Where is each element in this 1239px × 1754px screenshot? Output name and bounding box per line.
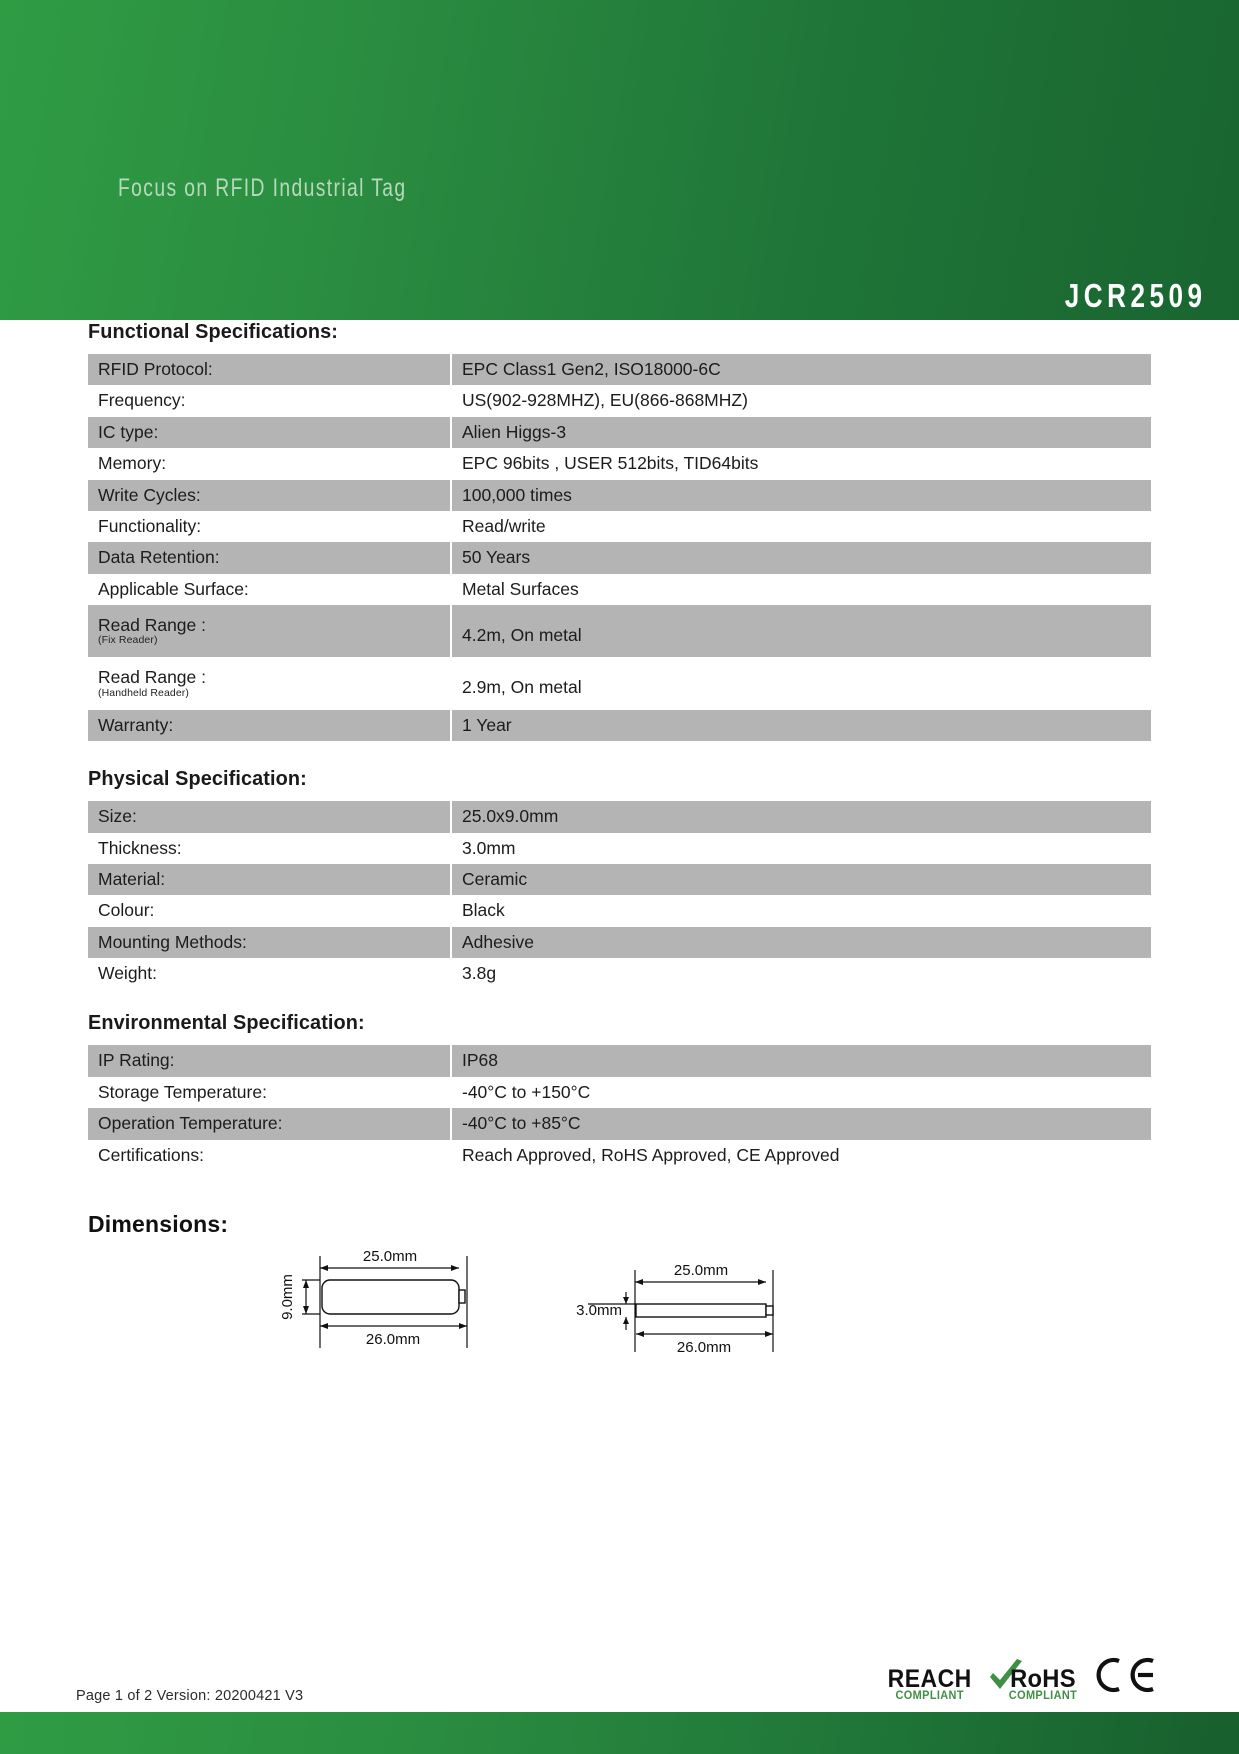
- table-row: [88, 1140, 1151, 1171]
- table-row: [88, 864, 1151, 895]
- table-row: [88, 511, 1151, 542]
- spec-label: [88, 605, 451, 657]
- table-row: [88, 895, 1151, 926]
- table-row: [88, 1077, 1151, 1108]
- spec-value: 25.0x9.0mm: [451, 801, 1151, 832]
- spec-label: Data Retention:: [88, 542, 451, 573]
- spec-label: Certifications:: [88, 1140, 451, 1171]
- table-row: [88, 833, 1151, 864]
- spec-label: Applicable Surface:: [88, 574, 451, 605]
- spec-value: EPC 96bits , USER 512bits, TID64bits: [451, 448, 1151, 479]
- rohs-compliant-logo: [989, 1664, 1079, 1703]
- spec-value: 50 Years: [451, 542, 1151, 573]
- spec-value: Reach Approved, RoHS Approved, CE Approved: [451, 1140, 1151, 1171]
- spec-label-text: Read Range :: [98, 615, 206, 635]
- spec-label: Operation Temperature:: [88, 1108, 451, 1139]
- spec-value: -40°C to +150°C: [451, 1077, 1151, 1108]
- table-row: [88, 448, 1151, 479]
- dim-top-label-2: 25.0mm: [673, 1261, 729, 1279]
- product-model-title: JCR2509: [1065, 278, 1207, 315]
- spec-label: [88, 657, 451, 709]
- functional-specifications-table: [88, 354, 1151, 741]
- spec-label: Warranty:: [88, 710, 451, 741]
- table-row: [88, 1045, 1151, 1076]
- table-row: [88, 417, 1151, 448]
- spec-label: Functionality:: [88, 511, 451, 542]
- spec-label-subnote: (Fix Reader): [98, 634, 158, 647]
- dim-bottom-label-1: 26.0mm: [365, 1330, 421, 1348]
- spec-label: Colour:: [88, 895, 451, 926]
- ce-mark-icon: [1093, 1655, 1159, 1695]
- spec-value: Black: [451, 895, 1151, 926]
- reach-logo-title: REACH: [887, 1664, 972, 1693]
- physical-specifications-table: [88, 801, 1151, 989]
- spec-value: EPC Class1 Gen2, ISO18000-6C: [451, 354, 1151, 385]
- spec-value: 3.8g: [451, 958, 1151, 989]
- spec-label: Material:: [88, 864, 451, 895]
- spec-label: Frequency:: [88, 385, 451, 416]
- spec-label: Thickness:: [88, 833, 451, 864]
- rohs-logo-subtitle: COMPLIANT: [1008, 1689, 1078, 1702]
- spec-value: Adhesive: [451, 927, 1151, 958]
- dimension-drawing-side-view: [570, 1260, 810, 1370]
- spec-value: Read/write: [451, 511, 1151, 542]
- spec-value: 1 Year: [451, 710, 1151, 741]
- spec-value: Metal Surfaces: [451, 574, 1151, 605]
- spec-label-subnote: (Handheld Reader): [98, 686, 190, 699]
- table-row: [88, 354, 1151, 385]
- footer-green-bar: [0, 1712, 1239, 1754]
- spec-value: IP68: [451, 1045, 1151, 1076]
- table-row: [88, 927, 1151, 958]
- table-row: [88, 801, 1151, 832]
- section-title-physical: Physical Specification:: [88, 767, 307, 791]
- spec-label: Storage Temperature:: [88, 1077, 451, 1108]
- table-row: [88, 542, 1151, 573]
- table-row: [88, 1108, 1151, 1139]
- datasheet-content: [0, 320, 1239, 1372]
- table-row: [88, 385, 1151, 416]
- dimensions-title: Dimensions:: [88, 1210, 229, 1237]
- spec-value: 2.9m, On metal: [451, 657, 1151, 709]
- table-row: [88, 710, 1151, 741]
- table-row-read-range-handheld: [88, 657, 1151, 709]
- table-row: [88, 958, 1151, 989]
- spec-label-text: Read Range :: [98, 667, 206, 688]
- spec-value: -40°C to +85°C: [451, 1108, 1151, 1139]
- spec-value: Ceramic: [451, 864, 1151, 895]
- spec-value: 4.2m, On metal: [451, 605, 1151, 657]
- spec-label: IP Rating:: [88, 1045, 451, 1076]
- table-row: [88, 480, 1151, 511]
- header-tagline: Focus on RFID Industrial Tag: [118, 175, 407, 203]
- spec-label: IC type:: [88, 417, 451, 448]
- footer-compliance-logos: [884, 1655, 1159, 1702]
- environmental-specifications-table: [88, 1045, 1151, 1171]
- spec-label: Size:: [88, 801, 451, 832]
- dim-top-label-1: 25.0mm: [362, 1247, 418, 1265]
- section-title-functional: Functional Specifications:: [88, 320, 339, 343]
- spec-label: Memory:: [88, 448, 451, 479]
- table-row: [88, 574, 1151, 605]
- spec-value: US(902-928MHZ), EU(866-868MHZ): [451, 385, 1151, 416]
- dim-bottom-label-2: 26.0mm: [676, 1338, 732, 1356]
- spec-label: Weight:: [88, 958, 451, 989]
- dimensions-drawings: [0, 1242, 1239, 1372]
- reach-logo-subtitle: COMPLIANT: [895, 1689, 964, 1702]
- spec-value: 100,000 times: [451, 480, 1151, 511]
- rohs-logo-title: RoHS: [1010, 1664, 1076, 1693]
- dimension-drawing-top-view: [262, 1242, 492, 1362]
- ce-mark-logo: [1093, 1655, 1159, 1702]
- spec-value: Alien Higgs-3: [451, 417, 1151, 448]
- spec-value: 3.0mm: [451, 833, 1151, 864]
- spec-label: RFID Protocol:: [88, 354, 451, 385]
- spec-label: Mounting Methods:: [88, 927, 451, 958]
- table-row-read-range-fix: [88, 605, 1151, 657]
- section-title-environmental: Environmental Specification:: [88, 1011, 365, 1035]
- reach-compliant-logo: [884, 1664, 975, 1703]
- dim-side-label-2: 3.0mm: [576, 1301, 622, 1319]
- spec-label: Write Cycles:: [88, 480, 451, 511]
- dim-side-label-1: 9.0mm: [279, 1273, 296, 1320]
- page-header: [0, 0, 1239, 320]
- footer-page-info: Page 1 of 2 Version: 20200421 V3: [76, 1688, 304, 1704]
